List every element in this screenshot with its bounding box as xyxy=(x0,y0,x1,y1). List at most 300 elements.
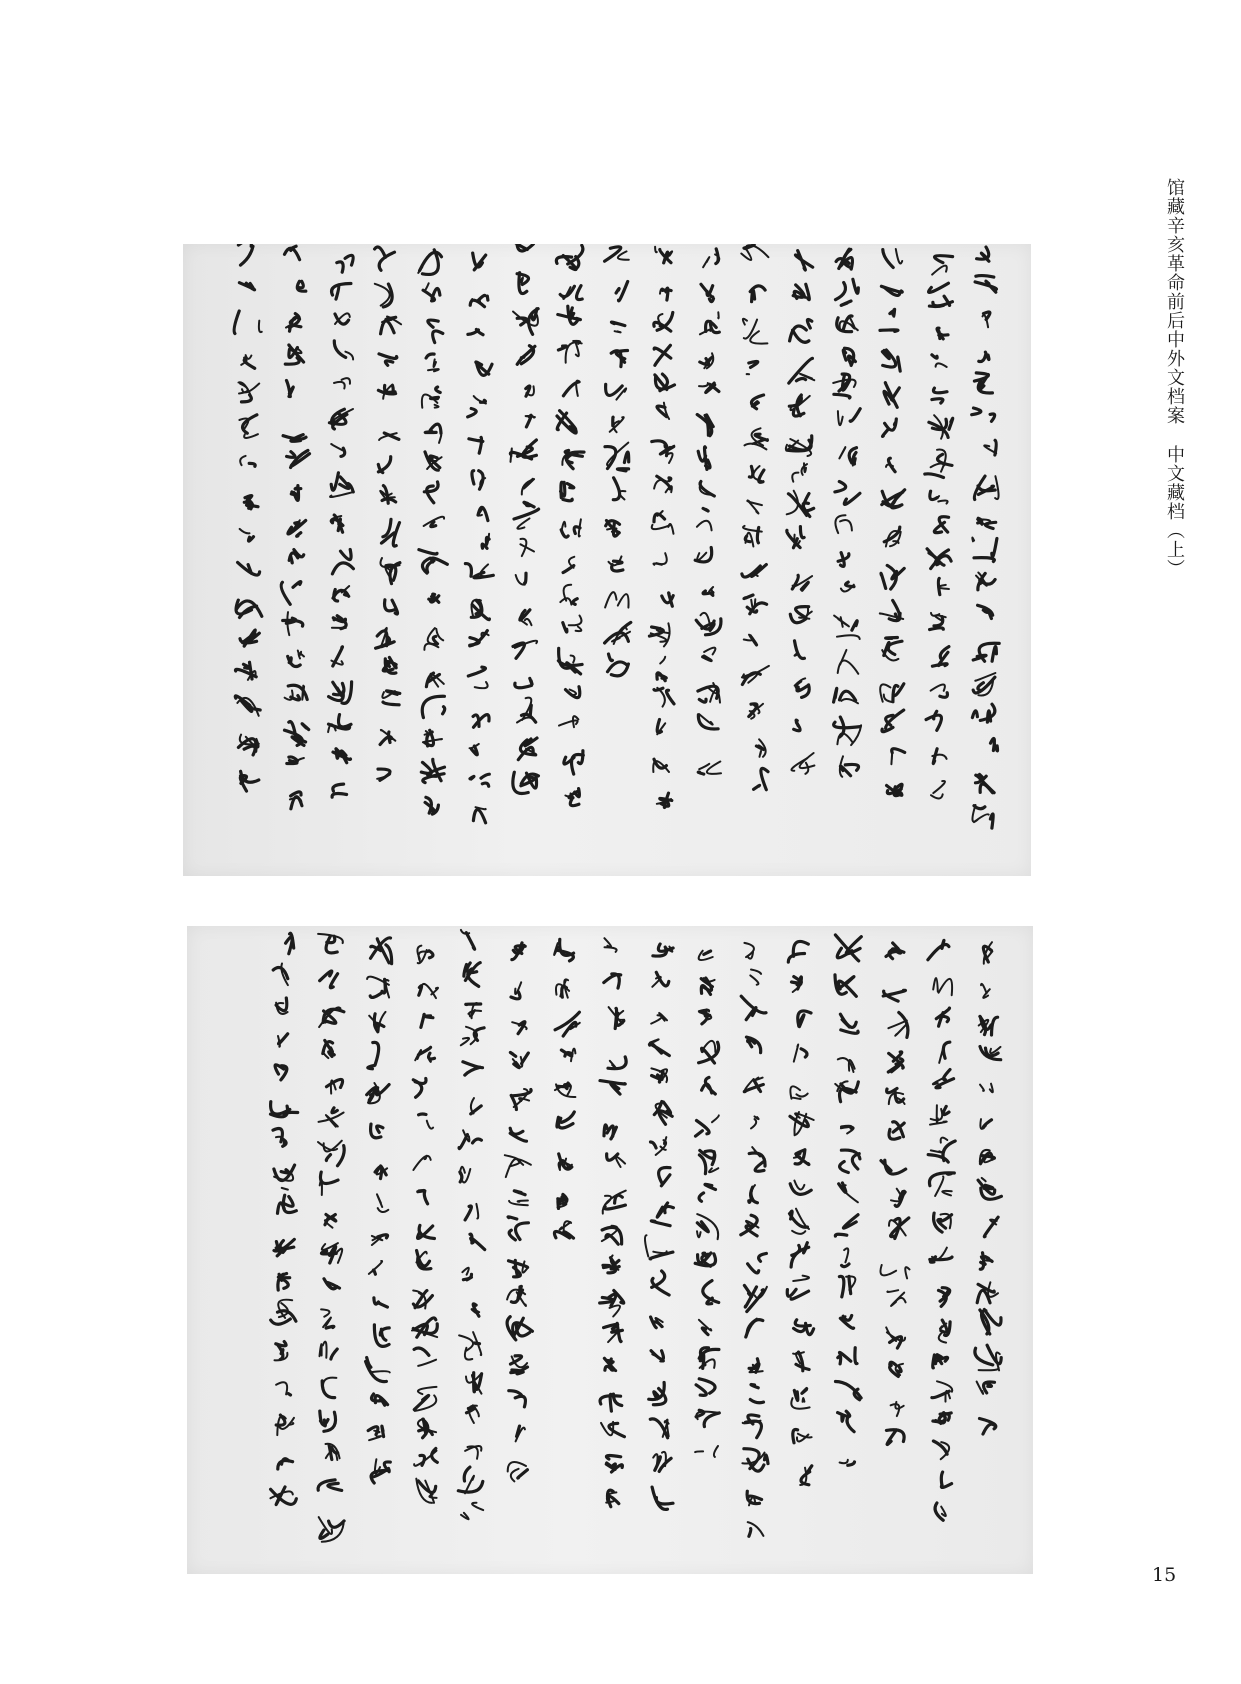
brush-stroke xyxy=(935,256,953,263)
brush-stroke xyxy=(840,520,852,531)
brush-stroke xyxy=(696,1131,703,1136)
brush-stroke xyxy=(428,320,438,327)
brush-stroke xyxy=(795,653,797,655)
brush-stroke xyxy=(656,972,669,986)
handwriting-strokes xyxy=(873,926,917,1574)
brush-stroke xyxy=(888,458,895,472)
brush-stroke xyxy=(983,610,987,612)
handwritten-column xyxy=(503,244,547,876)
brush-stroke xyxy=(761,768,768,789)
handwriting-strokes xyxy=(779,244,823,876)
handwriting-strokes xyxy=(411,244,455,876)
brush-stroke xyxy=(883,250,893,268)
brush-stroke xyxy=(320,1180,322,1195)
brush-stroke xyxy=(977,1382,984,1394)
brush-stroke xyxy=(276,1382,287,1394)
brush-stroke xyxy=(415,1079,426,1084)
brush-stroke xyxy=(888,1064,900,1072)
brush-stroke xyxy=(470,638,479,646)
brush-stroke xyxy=(972,538,974,542)
brush-stroke xyxy=(619,282,628,301)
brush-stroke xyxy=(393,523,399,546)
brush-stroke xyxy=(475,682,488,688)
brush-stroke xyxy=(422,696,444,717)
brush-stroke xyxy=(755,1161,764,1171)
brush-stroke xyxy=(468,667,485,676)
handwriting-strokes xyxy=(732,926,776,1574)
handwritten-column xyxy=(826,926,870,1574)
brush-stroke xyxy=(466,1004,481,1005)
brush-stroke xyxy=(701,613,710,623)
brush-stroke xyxy=(791,1398,809,1409)
brush-stroke xyxy=(651,1015,661,1023)
handwritten-column xyxy=(685,926,729,1574)
brush-stroke xyxy=(749,1529,751,1537)
brush-stroke xyxy=(383,702,399,705)
brush-stroke xyxy=(980,784,992,793)
brush-stroke xyxy=(898,1367,902,1372)
brush-stroke xyxy=(429,951,433,958)
brush-stroke xyxy=(668,524,673,534)
brush-stroke xyxy=(750,975,758,984)
brush-stroke xyxy=(381,321,395,334)
brush-stroke xyxy=(302,724,309,730)
handwritten-column xyxy=(319,244,363,876)
brush-stroke xyxy=(787,1289,796,1296)
brush-stroke xyxy=(933,781,945,793)
brush-stroke xyxy=(249,463,255,466)
brush-stroke xyxy=(949,418,953,429)
brush-stroke xyxy=(559,1124,573,1128)
handwriting-strokes xyxy=(917,244,961,876)
brush-stroke xyxy=(839,447,845,458)
brush-stroke xyxy=(841,617,843,627)
brush-stroke xyxy=(285,691,293,700)
brush-stroke xyxy=(696,1385,706,1396)
brush-stroke xyxy=(990,1084,993,1093)
brush-stroke xyxy=(610,1061,616,1068)
brush-stroke xyxy=(334,382,345,389)
brush-stroke xyxy=(389,732,390,743)
handwriting-strokes xyxy=(319,244,363,876)
handwritten-column xyxy=(403,926,447,1574)
handwriting-strokes xyxy=(309,926,353,1574)
brush-stroke xyxy=(841,1150,860,1159)
handwritten-column xyxy=(549,244,593,876)
brush-stroke xyxy=(606,1456,620,1460)
brush-stroke xyxy=(930,628,944,630)
brush-stroke xyxy=(471,1238,485,1249)
brush-stroke xyxy=(379,354,397,359)
brush-stroke xyxy=(883,990,905,996)
brush-stroke xyxy=(287,452,295,458)
brush-stroke xyxy=(241,246,254,265)
brush-stroke xyxy=(845,764,858,770)
brush-stroke xyxy=(435,405,439,408)
brush-stroke xyxy=(519,1098,529,1101)
brush-stroke xyxy=(796,1150,804,1154)
brush-stroke xyxy=(611,322,624,325)
brush-stroke xyxy=(834,722,861,728)
brush-stroke xyxy=(298,758,304,762)
brush-stroke xyxy=(240,456,245,465)
brush-stroke xyxy=(700,359,709,365)
handwritten-column xyxy=(356,926,400,1574)
brush-stroke xyxy=(947,1173,951,1174)
brush-stroke xyxy=(979,1368,999,1371)
brush-stroke xyxy=(418,1387,437,1394)
brush-stroke xyxy=(905,1267,909,1278)
brush-stroke xyxy=(666,486,672,492)
handwritten-column xyxy=(365,244,409,876)
handwriting-strokes xyxy=(685,926,729,1574)
brush-stroke xyxy=(755,434,767,440)
brush-stroke xyxy=(932,399,943,403)
brush-stroke xyxy=(465,1206,471,1220)
brush-stroke xyxy=(800,527,804,538)
brush-stroke xyxy=(516,1223,529,1240)
brush-stroke xyxy=(473,1405,479,1416)
handwritten-column xyxy=(871,244,915,876)
brush-stroke xyxy=(892,749,905,753)
brush-stroke xyxy=(281,582,290,604)
brush-stroke xyxy=(246,283,253,289)
brush-stroke xyxy=(293,582,301,588)
brush-stroke xyxy=(651,1142,657,1148)
brush-stroke xyxy=(413,1156,430,1170)
brush-stroke xyxy=(796,379,805,381)
brush-stroke xyxy=(515,683,532,688)
brush-stroke xyxy=(791,1211,793,1219)
brush-stroke xyxy=(751,1385,758,1388)
brush-stroke xyxy=(931,684,945,690)
brush-stroke xyxy=(517,518,529,528)
handwriting-strokes xyxy=(595,244,639,876)
brush-stroke xyxy=(530,678,532,684)
brush-stroke xyxy=(295,522,299,525)
brush-stroke xyxy=(567,484,574,488)
brush-stroke xyxy=(840,650,846,665)
brush-stroke xyxy=(375,247,386,257)
brush-stroke xyxy=(898,357,900,371)
brush-stroke xyxy=(578,751,583,764)
brush-stroke xyxy=(669,251,672,255)
running-head-title: 馆藏辛亥革命前后中外文档案 xyxy=(1164,178,1185,425)
brush-stroke xyxy=(615,331,621,332)
brush-stroke xyxy=(368,1066,374,1069)
handwritten-column xyxy=(262,926,306,1574)
brush-stroke xyxy=(374,1431,379,1433)
brush-stroke xyxy=(748,1264,759,1273)
brush-stroke xyxy=(259,321,262,333)
brush-stroke xyxy=(652,1487,667,1509)
brush-stroke xyxy=(699,383,708,386)
brush-stroke xyxy=(418,1360,436,1366)
brush-stroke xyxy=(563,623,567,632)
brush-stroke xyxy=(896,249,902,264)
brush-stroke xyxy=(653,1454,657,1465)
brush-stroke xyxy=(285,358,299,364)
brush-stroke xyxy=(890,311,893,314)
brush-stroke xyxy=(654,688,663,690)
brush-stroke xyxy=(941,1138,948,1143)
brush-stroke xyxy=(746,533,754,547)
brush-stroke xyxy=(424,1191,427,1204)
brush-stroke xyxy=(803,1398,805,1402)
brush-stroke xyxy=(375,284,390,306)
handwriting-strokes xyxy=(871,244,915,876)
brush-stroke xyxy=(794,1390,797,1400)
handwriting-strokes xyxy=(503,244,547,876)
brush-stroke xyxy=(330,1246,336,1263)
brush-stroke xyxy=(750,1400,763,1403)
brush-stroke xyxy=(661,1175,670,1186)
brush-stroke xyxy=(603,1265,610,1267)
brush-stroke xyxy=(329,1521,345,1527)
brush-stroke xyxy=(273,968,288,979)
brush-stroke xyxy=(249,537,254,541)
brush-stroke xyxy=(427,561,434,572)
brush-stroke xyxy=(514,509,539,519)
brush-stroke xyxy=(925,474,944,478)
brush-stroke xyxy=(746,1226,757,1236)
brush-stroke xyxy=(378,1208,389,1212)
brush-stroke xyxy=(468,409,476,417)
brush-stroke xyxy=(378,1235,388,1238)
brush-stroke xyxy=(473,1304,479,1316)
brush-stroke xyxy=(699,1379,715,1393)
brush-stroke xyxy=(334,341,345,358)
brush-stroke xyxy=(939,334,948,335)
brush-stroke xyxy=(650,1039,659,1042)
brush-stroke xyxy=(468,330,479,335)
brush-stroke xyxy=(373,1042,379,1065)
brush-stroke xyxy=(609,654,613,661)
brush-stroke xyxy=(569,616,582,626)
brush-stroke xyxy=(943,1042,949,1058)
brush-stroke xyxy=(895,1090,904,1102)
brush-stroke xyxy=(886,638,898,639)
brush-stroke xyxy=(427,1121,433,1129)
handwritten-column xyxy=(544,926,588,1574)
handwritten-column xyxy=(638,926,682,1574)
brush-stroke xyxy=(514,1191,525,1195)
brush-stroke xyxy=(382,642,395,647)
brush-stroke xyxy=(895,613,900,619)
brush-stroke xyxy=(930,1122,947,1125)
brush-stroke xyxy=(834,394,850,398)
brush-stroke xyxy=(429,597,433,600)
brush-stroke xyxy=(852,621,857,630)
handwriting-strokes xyxy=(457,244,501,876)
brush-stroke xyxy=(338,1146,345,1166)
handwriting-strokes xyxy=(591,926,635,1574)
brush-stroke xyxy=(940,693,948,698)
handwritten-column xyxy=(779,926,823,1574)
brush-stroke xyxy=(576,257,579,270)
brush-stroke xyxy=(461,1513,469,1519)
brush-stroke xyxy=(935,1503,943,1520)
brush-stroke xyxy=(842,1126,852,1128)
handwritten-column xyxy=(273,244,317,876)
brush-stroke xyxy=(520,544,534,551)
handwriting-strokes xyxy=(403,926,447,1574)
running-head-section: 中文藏档（上） xyxy=(1164,445,1185,578)
handwritten-column xyxy=(917,244,961,876)
brush-stroke xyxy=(995,476,998,499)
brush-stroke xyxy=(928,1155,948,1163)
brush-stroke xyxy=(429,1495,436,1498)
brush-stroke xyxy=(795,1320,810,1326)
brush-stroke xyxy=(618,251,629,259)
brush-stroke xyxy=(928,944,949,959)
brush-stroke xyxy=(938,578,939,594)
brush-stroke xyxy=(744,320,757,339)
brush-stroke xyxy=(521,620,527,624)
brush-stroke xyxy=(378,457,390,472)
brush-stroke xyxy=(840,766,850,776)
brush-stroke xyxy=(332,1108,337,1113)
brush-stroke xyxy=(757,528,758,543)
brush-stroke xyxy=(979,355,986,362)
brush-stroke xyxy=(972,408,981,415)
brush-stroke xyxy=(427,486,434,503)
brush-stroke xyxy=(655,247,657,253)
brush-stroke xyxy=(426,354,434,358)
handwriting-strokes xyxy=(450,926,494,1574)
brush-stroke xyxy=(790,1086,800,1098)
brush-stroke xyxy=(760,751,762,757)
brush-stroke xyxy=(880,1265,896,1275)
brush-stroke xyxy=(472,471,474,484)
brush-stroke xyxy=(299,653,304,658)
brush-stroke xyxy=(239,384,248,394)
brush-stroke xyxy=(699,764,709,769)
brush-stroke xyxy=(563,566,574,573)
handwriting-strokes xyxy=(967,926,1011,1574)
brush-stroke xyxy=(982,1178,986,1182)
brush-stroke xyxy=(669,593,673,606)
brush-stroke xyxy=(506,1159,519,1177)
brush-stroke xyxy=(558,1197,567,1200)
brush-stroke xyxy=(695,1451,703,1452)
brush-stroke xyxy=(604,938,611,947)
brush-stroke xyxy=(481,774,489,778)
brush-stroke xyxy=(942,1016,949,1022)
brush-stroke xyxy=(470,776,474,779)
brush-stroke xyxy=(617,469,628,471)
brush-stroke xyxy=(943,1106,949,1114)
brush-stroke xyxy=(525,573,526,583)
page-number: 15 xyxy=(1152,1564,1177,1586)
brush-stroke xyxy=(792,473,798,482)
brush-stroke xyxy=(894,423,895,425)
brush-stroke xyxy=(929,283,949,292)
brush-stroke xyxy=(467,1408,475,1413)
brush-stroke xyxy=(840,1162,849,1173)
brush-stroke xyxy=(932,266,947,275)
brush-stroke xyxy=(431,522,436,527)
brush-stroke xyxy=(326,1326,334,1328)
brush-stroke xyxy=(436,629,443,640)
brush-stroke xyxy=(240,529,250,533)
brush-stroke xyxy=(882,727,893,731)
brush-stroke xyxy=(419,986,422,995)
brush-stroke xyxy=(796,1094,807,1097)
handwriting-strokes xyxy=(779,926,823,1574)
brush-stroke xyxy=(709,1168,718,1172)
brush-stroke xyxy=(796,720,798,726)
brush-stroke xyxy=(244,746,255,755)
brush-stroke xyxy=(276,1415,285,1425)
brush-stroke xyxy=(793,1276,809,1281)
brush-stroke xyxy=(887,1290,898,1292)
brush-stroke xyxy=(892,388,900,400)
brush-stroke xyxy=(886,710,904,729)
brush-stroke xyxy=(744,1449,759,1469)
handwritten-column xyxy=(779,244,823,876)
handwritten-column xyxy=(687,244,731,876)
brush-stroke xyxy=(654,480,667,489)
brush-stroke xyxy=(323,1378,336,1390)
brush-stroke xyxy=(886,1327,896,1341)
brush-stroke xyxy=(295,488,301,490)
brush-stroke xyxy=(666,690,674,704)
brush-stroke xyxy=(846,582,854,587)
brush-stroke xyxy=(443,707,445,714)
brush-stroke xyxy=(932,355,937,358)
brush-stroke xyxy=(936,363,947,367)
brush-stroke xyxy=(369,1436,381,1440)
brush-stroke xyxy=(887,1430,896,1445)
brush-stroke xyxy=(419,550,437,554)
brush-stroke xyxy=(281,1350,283,1354)
brush-stroke xyxy=(698,686,718,698)
brush-stroke xyxy=(990,814,993,828)
brush-stroke xyxy=(279,1034,288,1044)
handwriting-strokes xyxy=(549,244,593,876)
brush-stroke xyxy=(849,1276,851,1293)
brush-stroke xyxy=(751,1119,756,1128)
brush-stroke xyxy=(533,417,535,418)
brush-stroke xyxy=(419,1114,426,1115)
brush-stroke xyxy=(835,515,845,533)
brush-stroke xyxy=(880,330,898,332)
brush-stroke xyxy=(751,970,761,974)
brush-stroke xyxy=(806,284,809,299)
brush-stroke xyxy=(604,1205,625,1209)
handwritten-column xyxy=(963,244,1007,876)
brush-stroke xyxy=(853,279,858,293)
brush-stroke xyxy=(797,980,801,989)
brush-stroke xyxy=(699,1155,705,1174)
handwriting-strokes xyxy=(544,926,588,1574)
brush-stroke xyxy=(465,1067,480,1075)
brush-stroke xyxy=(990,414,995,421)
brush-stroke xyxy=(462,1268,468,1275)
brush-stroke xyxy=(696,620,714,629)
brush-stroke xyxy=(793,1098,801,1099)
brush-stroke xyxy=(838,1356,841,1364)
brush-stroke xyxy=(570,799,579,806)
brush-stroke xyxy=(712,1115,719,1122)
brush-stroke xyxy=(461,1038,469,1045)
brush-stroke xyxy=(238,244,251,246)
brush-stroke xyxy=(246,355,252,359)
brush-stroke xyxy=(841,301,851,305)
brush-stroke xyxy=(697,553,706,561)
brush-stroke xyxy=(932,664,947,666)
